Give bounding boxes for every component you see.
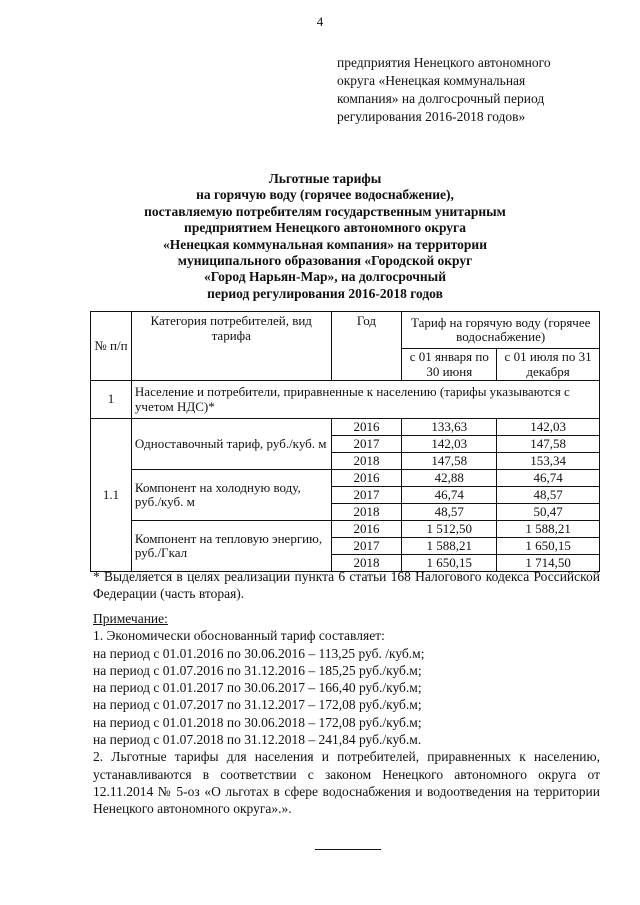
page-number: 4 <box>316 14 324 29</box>
header-tariff: Тариф на горячую воду (горячее водоснабжение) <box>402 312 600 349</box>
notes-heading: Примечание: <box>93 611 168 626</box>
cell-value: 1 512,50 <box>402 521 497 538</box>
cell-value: 46,74 <box>497 470 600 487</box>
table-row <box>91 419 600 436</box>
group-category: Компонент на тепловую энергию, руб./Гкал <box>131 521 331 572</box>
title-line: «Город Нарьян-Мар», на долгосрочный <box>204 269 446 285</box>
header-category: Категория потребителей, вид тарифа <box>131 312 331 381</box>
notes-period: на период с 01.01.2017 по 30.06.2017 – 166,40 руб./куб.м; <box>93 680 422 696</box>
title-line: муниципального образования «Городской округ <box>177 253 473 269</box>
cell-year: 2018 <box>331 504 402 521</box>
cell-value: 42,88 <box>402 470 497 487</box>
cell-year: 2016 <box>331 470 402 487</box>
notes-period: на период с 01.07.2016 по 31.12.2016 – 185,25 руб./куб.м; <box>93 662 422 678</box>
cell-value: 46,74 <box>402 487 497 504</box>
cell-value: 133,63 <box>402 419 497 436</box>
cell-value: 147,58 <box>497 436 600 453</box>
group-category: Одноставочный тариф, руб./куб. м <box>131 419 331 470</box>
title-line: «Ненецкая коммунальная компания» на территории <box>163 236 487 252</box>
cell-value: 1 588,21 <box>402 538 497 555</box>
header-second-half: с 01 июля по 31 декабря <box>497 349 600 381</box>
document-title <box>90 171 560 302</box>
row-num: 1 <box>91 381 132 419</box>
table-row <box>91 521 600 538</box>
table-row <box>91 381 600 419</box>
cell-value: 1 650,15 <box>497 538 600 555</box>
footnote: * Выделяется в целях реализации пункта 6 статьи 168 Налогового кодекса Российской Федерации (часть вторая). <box>93 569 600 601</box>
table-header-row <box>91 312 600 349</box>
title-line: Льготные тарифы <box>268 171 382 186</box>
cell-value: 1 650,15 <box>402 555 497 572</box>
cell-value: 50,47 <box>497 504 600 521</box>
notes-period: на период с 01.01.2016 по 30.06.2016 – 113,25 руб. /куб.м; <box>93 645 425 661</box>
row-category: Население и потребители, приравненные к населению (тарифы указываются с учетом НДС)* <box>131 381 599 419</box>
header-num: № п/п <box>91 312 132 381</box>
notes-item-2: 2. Льготные тарифы для населения и потребителей, приравненных к населению, устанавливаются в соответствии с законом Ненецкого автономного округа от 12.11.2014 № 5-оз «О льготах в сфере водоснабжения и водоотведения на территории Ненецкого автономного округа».». <box>93 749 600 817</box>
cell-year: 2017 <box>331 487 402 504</box>
title-line: поставляемую потребителям государственным унитарным <box>144 203 506 219</box>
title-line: период регулирования 2016-2018 годов <box>207 285 443 301</box>
notes-item-1: 1. Экономически обоснованный тариф составляет: <box>93 628 385 644</box>
cell-value: 48,57 <box>402 504 497 521</box>
notes <box>93 610 600 818</box>
cell-year: 2017 <box>331 538 402 555</box>
end-divider <box>315 849 381 850</box>
tariff-table <box>90 311 600 572</box>
notes-period: на период с 01.07.2017 по 31.12.2017 – 172,08 руб./куб.м; <box>93 697 422 713</box>
cell-value: 147,58 <box>402 453 497 470</box>
cell-year: 2018 <box>331 555 402 572</box>
notes-period: на период с 01.07.2018 по 31.12.2018 – 241,84 руб./куб.м. <box>93 732 422 748</box>
header-note-line: регулирования 2016-2018 годов» <box>337 109 526 124</box>
cell-value: 1 714,50 <box>497 555 600 572</box>
cell-value: 153,34 <box>497 453 600 470</box>
cell-value: 142,03 <box>497 419 600 436</box>
table-row <box>91 470 600 487</box>
header-year: Год <box>331 312 402 381</box>
header-note <box>337 54 602 126</box>
group-num: 1.1 <box>91 419 132 572</box>
header-note-line: предприятия Ненецкого автономного <box>337 55 551 70</box>
header-note-line: компания» на долгосрочный период <box>337 91 545 106</box>
cell-year: 2016 <box>331 419 402 436</box>
cell-value: 1 588,21 <box>497 521 600 538</box>
notes-period: на период с 01.01.2018 по 30.06.2018 – 172,08 руб./куб.м; <box>93 714 422 730</box>
group-category: Компонент на холодную воду, руб./куб. м <box>131 470 331 521</box>
header-first-half: с 01 января по 30 июня <box>402 349 497 381</box>
cell-value: 142,03 <box>402 436 497 453</box>
cell-year: 2016 <box>331 521 402 538</box>
header-note-line: округа «Ненецкая коммунальная <box>337 73 526 88</box>
cell-year: 2017 <box>331 436 402 453</box>
cell-year: 2018 <box>331 453 402 470</box>
title-line: предприятием Ненецкого автономного округа <box>184 220 466 236</box>
title-line: на горячую воду (горячее водоснабжение), <box>196 187 454 203</box>
cell-value: 48,57 <box>497 487 600 504</box>
